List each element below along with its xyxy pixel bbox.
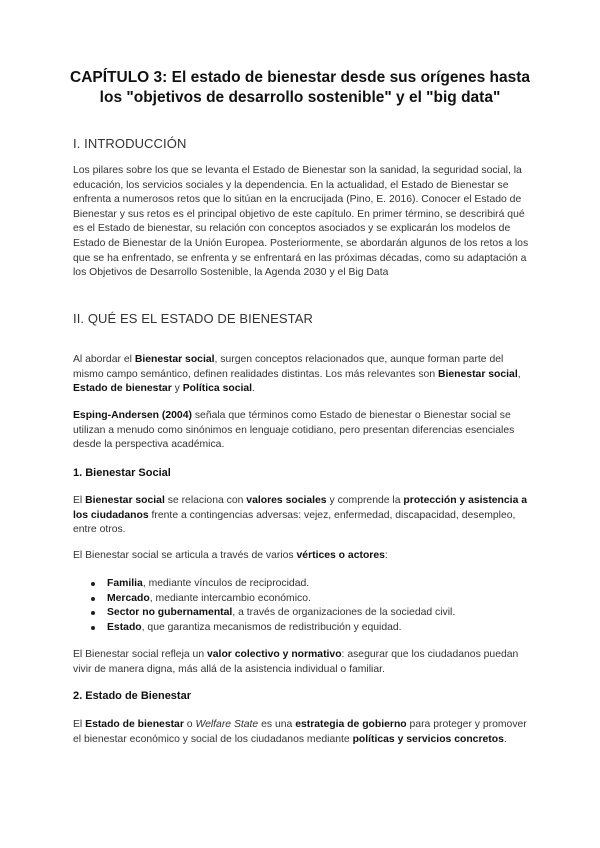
chapter-title-line-2: los "objetivos de desarrollo sostenible" y el "big data" <box>99 89 501 106</box>
term-bienestar-social: Bienestar social <box>85 495 165 506</box>
term-estado-de-bienestar: Estado de bienestar <box>73 383 172 395</box>
section-heading-introduccion: I. INTRODUCCIÓN <box>73 136 187 151</box>
bullet-icon <box>91 611 95 615</box>
term-bienestar-social: Bienestar social <box>134 354 215 365</box>
chapter-title <box>60 68 540 108</box>
section-heading-que-es: II. QUÉ ES EL ESTADO DE BIENESTAR <box>73 311 314 326</box>
term-bienestar-social: Bienestar social <box>438 368 518 380</box>
term-politicas-servicios: políticas y servicios concretos <box>352 733 504 745</box>
term-estado-de-bienestar: Estado de bienestar <box>85 719 184 730</box>
term-valores-sociales: valores sociales <box>246 495 327 506</box>
paragraph-esping-andersen: Esping-Andersen (2004) señala que términos como Estado de bienestar o Bienestar social se utilizan a menudo como sinónimos en lenguaje cotidiano, pero presentan diferencias esenciales desde la perspectiva académica. <box>73 410 515 451</box>
actors-list <box>73 577 523 635</box>
term-proteccion-asistencia: protección y asistencia a los ciudadanos <box>73 495 528 521</box>
list-item: Estado, que garantiza mecanismos de redistribución y equidad. <box>73 621 523 636</box>
paragraph-estado: El Estado de bienestar o Welfare State es una estrategia de gobierno para proteger y promover el bienestar económico y social de los ciudadanos mediante políticas y servicios concretos. <box>73 719 527 745</box>
term-valor-colectivo: valor colectivo y normativo <box>207 649 342 660</box>
bullet-icon <box>91 582 95 586</box>
bullet-icon <box>91 626 95 630</box>
citation-esping-andersen: Esping-Andersen (2004) <box>73 410 192 421</box>
chapter-title-line-1: CAPÍTULO 3: El estado de bienestar desde sus orígenes hasta <box>70 69 530 86</box>
term-vertices-actores: vértices o actores <box>296 550 385 561</box>
list-item: Mercado, mediante intercambio económico. <box>73 592 523 607</box>
paragraph-refleja: El Bienestar social refleja un valor colectivo y normativo: asegurar que los ciudadanos puedan vivir de manera digna, más allá de la asistencia individual o familiar. <box>73 649 519 675</box>
list-item: Familia, mediante vínculos de reciprocidad. <box>73 577 523 592</box>
intro-paragraph: Los pilares sobre los que se levanta el Estado de Bienestar son la sanidad, la seguridad social, la educación, los servicios sociales y la dependencia. En la actualidad, el Estado de Bienestar se enfrenta a numerosos retos que lo sitúan en la encrucijada (Pino, E. 2016). Conocer el Estado de Bienestar y sus retos es el principal objetivo de este capítulo. En primer término, se describirá qué es el Estado de bienestar, su relación con conceptos asociados y se explicarán los modelos de Estado de Bienestar de la Unión Europea. Posteriormente, se abordarán algunos de los retos a los que se ha enfrentado, se enfrenta y se enfrentará en las próximas décadas, como su adaptación a los Objetivos de Desarrollo Sostenible, la Agenda 2030 y el Big Data <box>73 165 529 279</box>
subsection-heading-bienestar-social: 1. Bienestar Social <box>73 467 171 479</box>
subsection-heading-estado-de-bienestar: 2. Estado de Bienestar <box>73 690 191 702</box>
term-welfare-state: Welfare State <box>195 719 259 730</box>
paragraph-abordar: Al abordar el Bienestar social, surgen conceptos relacionados que, aunque forman parte del mismo campo semántico, definen realidades distintas. Los más relevantes son Bienestar social, Estado de bienestar y Política social. <box>73 354 521 395</box>
bullet-icon <box>91 597 95 601</box>
paragraph-articula: El Bienestar social se articula a través de varios vértices o actores: <box>73 550 388 561</box>
term-politica-social: Política social <box>182 383 253 395</box>
term-estrategia-gobierno: estrategia de gobierno <box>295 719 407 730</box>
paragraph-relaciona: El Bienestar social se relaciona con valores sociales y comprende la protección y asistencia a los ciudadanos frente a contingencias adversas: vejez, enfermedad, discapacidad, desempleo, entre otros. <box>73 495 528 536</box>
list-item: Sector no gubernamental, a través de organizaciones de la sociedad civil. <box>73 606 523 621</box>
